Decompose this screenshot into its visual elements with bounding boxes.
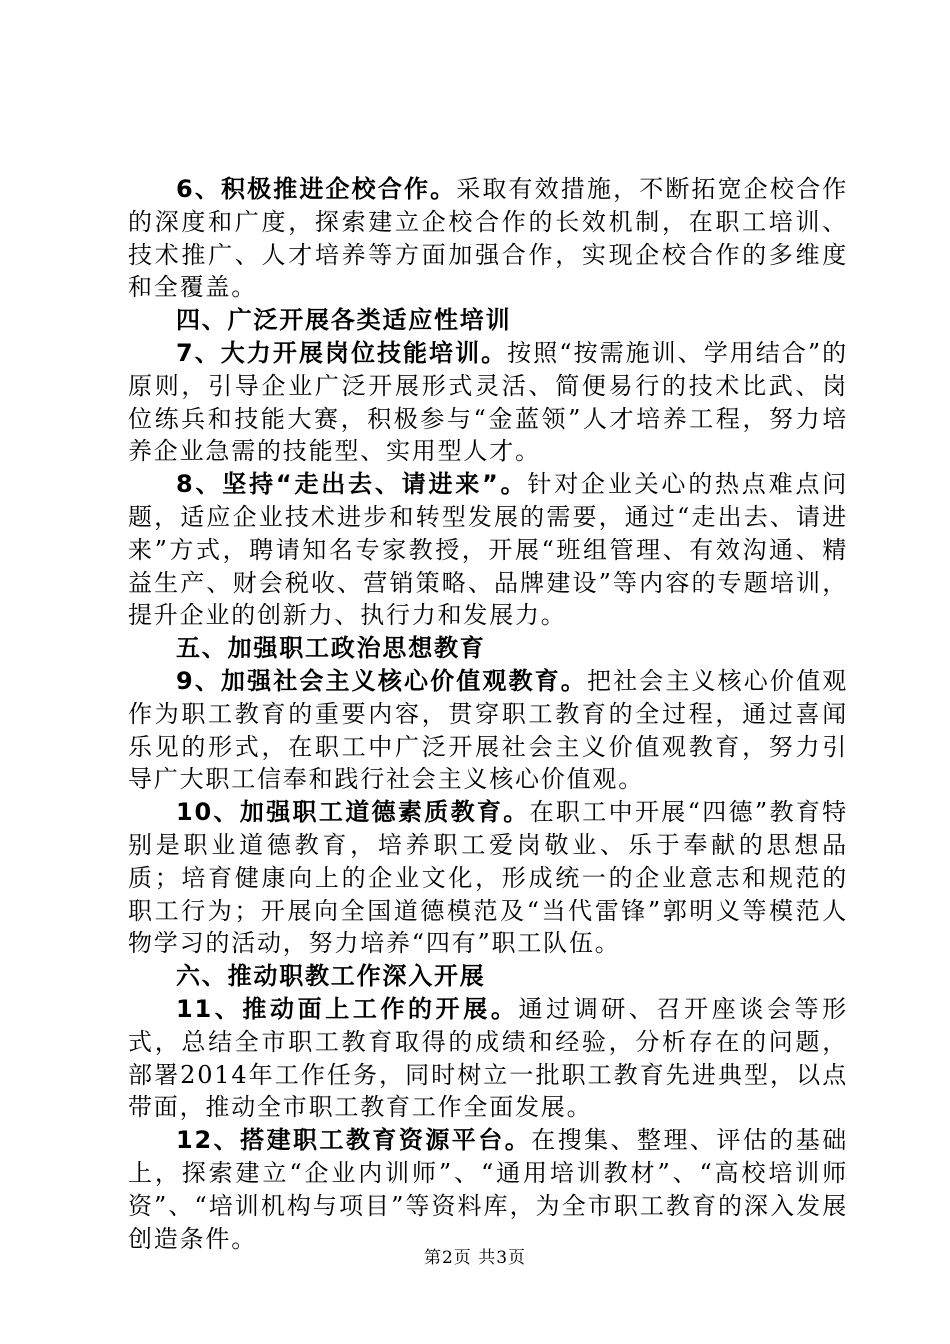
paragraph-lead: 7、大力开展岗位技能培训。 — [176, 338, 508, 367]
paragraph-item-10 — [128, 796, 848, 960]
paragraph-item-7 — [128, 337, 848, 468]
paragraph-item-11 — [128, 993, 848, 1124]
paragraph-lead: 8、坚持“走出去、请进来”。 — [176, 470, 528, 499]
paragraph-lead: 12、搭建职工教育资源平台。 — [176, 1126, 532, 1155]
paragraph-lead: 11、推动面上工作的开展。 — [176, 994, 519, 1023]
paragraph-text: 通过调研、召开座谈会等形式，总结全市职工教育取得的成绩和经验，分析存在的问题，部署2014年工作任务，同时树立一批职工教育先进典型，以点带面，推动全市职工教育工作全面发展。 — [128, 994, 848, 1122]
section-heading-4: 四、广泛开展各类适应性培训 — [176, 306, 512, 335]
document-body — [128, 173, 848, 1255]
paragraph-text: 把社会主义核心价值观作为职工教育的重要内容，贯穿职工教育的全过程，通过喜闻乐见的形式，在职工中广泛开展社会主义价值观教育，努力引导广大职工信奉和践行社会主义核心价值观。 — [128, 666, 849, 794]
section-heading-5: 五、加强职工政治思想教育 — [176, 634, 486, 663]
paragraph-text: 在职工中开展“四德”教育特别是职业道德教育，培养职工爱岗敬业、乐于奉献的思想品质；培育健康向上的企业文化，形成统一的企业意志和规范的职工行为；开展向全国道德模范及“当代雷锋”郭明义等模范人物学习的活动，努力培养“四有”职工队伍。 — [128, 798, 848, 958]
paragraph-text: 针对企业关心的热点难点问题，适应企业技术进步和转型发展的需要，通过“走出去、请进来”方式，聘请知名专家教授，开展“班组管理、有效沟通、精益生产、财会税收、营销策略、品牌建设”等内容的专题培训，提升企业的创新力、执行力和发展力。 — [128, 470, 848, 630]
paragraph-text: 按照“按需施训、学用结合”的原则，引导企业广泛开展形式灵活、简便易行的技术比武、岗位练兵和技能大赛，积极参与“金蓝领”人才培养工程，努力培养企业急需的技能型、实用型人才。 — [128, 338, 848, 466]
paragraph-lead: 9、加强社会主义核心价值观教育。 — [176, 666, 587, 695]
page-number-footer: 第2页 共3页 — [423, 1248, 527, 1268]
paragraph-item-12 — [128, 1124, 848, 1255]
paragraph-lead: 6、积极推进企校合作。 — [176, 175, 457, 203]
paragraph-item-8 — [128, 468, 848, 632]
paragraph-item-6 — [128, 173, 848, 304]
paragraph-text: 采取有效措施，不断拓宽企校合作的深度和广度，探索建立企校合作的长效机制，在职工培训、技术推广、人才培养等方面加强合作，实现企校合作的多维度和全覆盖。 — [128, 175, 849, 302]
section-heading-6: 六、推动职教工作深入开展 — [176, 962, 486, 991]
paragraph-text: 在搜集、整理、评估的基础上，探索建立“企业内训师”、“通用培训教材”、“高校培训师资”、“培训机构与项目”等资料库，为全市职工教育的深入发展创造条件。 — [128, 1126, 848, 1253]
paragraph-item-9 — [128, 665, 848, 796]
paragraph-lead: 10、加强职工道德素质教育。 — [176, 798, 530, 827]
